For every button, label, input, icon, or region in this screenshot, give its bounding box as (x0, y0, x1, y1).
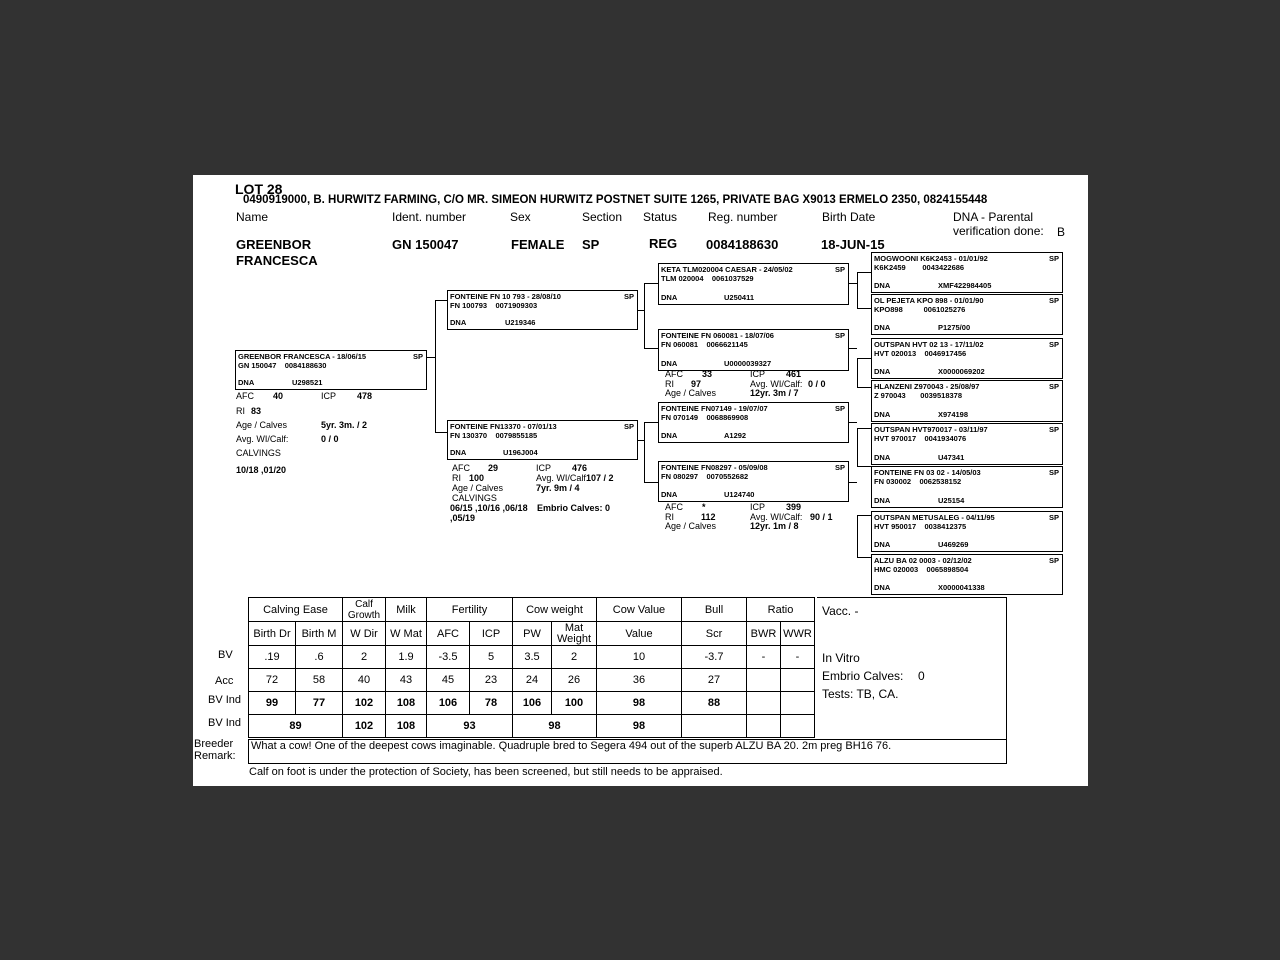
animal-ident: GN 150047 (392, 237, 459, 252)
section-tag: SP (412, 352, 423, 361)
bv-cell: 2 (552, 646, 597, 669)
header-name: Name (236, 210, 269, 224)
remark-text: What a cow! One of the deepest cows imaginable. Quadruple bred to Segera 494 out of the superb ALZU BA 20. 2m preg BH16 76. (251, 740, 892, 752)
stat-value: 90 / 1 (810, 512, 833, 522)
ind-cell: 98 (597, 692, 682, 715)
stat-value: 97 (691, 379, 702, 389)
dna-value: U196J004 (503, 448, 538, 457)
pedigree-great-grandparent-3 (871, 338, 1063, 379)
stat-label: RI (665, 512, 674, 522)
connector (427, 357, 435, 358)
group-calving-ease: Calving Ease (249, 598, 343, 622)
header-status: Status (643, 210, 678, 224)
bv-cell: 10 (597, 646, 682, 669)
remark-label-2: Remark: (194, 750, 236, 762)
pedigree-great-grandparent-2 (871, 294, 1063, 335)
bv-cell: - (747, 646, 781, 669)
stat-value: 40 (273, 391, 284, 401)
dna-value: P1275/00 (938, 323, 971, 332)
remark-label-1: Breeder (194, 738, 234, 750)
dna-label: DNA (874, 367, 891, 376)
stat-label: Age / Calves (236, 420, 288, 430)
pedigree-sire-sire (658, 263, 849, 305)
sub-w-mat: W Mat (386, 622, 427, 646)
breeding-values-table (248, 597, 815, 738)
section-tag: SP (1048, 468, 1059, 477)
acc-cell: 26 (552, 669, 597, 692)
sub-wwr: WWR (781, 622, 815, 646)
group-ratio: Ratio (747, 598, 815, 622)
stat-value: 478 (357, 391, 373, 401)
side-info-box (817, 597, 1007, 739)
bv-cell: .19 (249, 646, 296, 669)
ind2-cell: 93 (427, 715, 513, 738)
header-dna-1: DNA - Parental (953, 210, 1034, 224)
section-tag: SP (834, 404, 845, 413)
pedigree-id: FN 030002 0062538152 (874, 477, 962, 486)
in-vitro-text: In Vitro (822, 651, 860, 665)
connector (857, 428, 871, 429)
section-tag: SP (1048, 513, 1059, 522)
stat-label: CALVINGS (236, 448, 281, 458)
acc-cell: 40 (343, 669, 386, 692)
remark-box (248, 739, 1007, 764)
connector (849, 283, 857, 284)
bv-cell: 3.5 (513, 646, 552, 669)
dna-label: DNA (874, 323, 891, 332)
pedigree-name: OUTSPAN HVT970017 - 03/11/97 (874, 425, 988, 434)
pedigree-id: FN 130370 0079855185 (450, 431, 538, 440)
row-label-bv-ind-2: BV Ind (208, 717, 242, 729)
connector (857, 272, 871, 273)
pedigree-great-grandparent-1 (871, 252, 1063, 293)
acc-cell: 23 (470, 669, 513, 692)
stat-label: ICP (750, 369, 766, 379)
vacc-text: Vacc. - (822, 604, 859, 618)
header-dna-value: B (1057, 225, 1066, 239)
animal-birth: 18-JUN-15 (821, 237, 885, 252)
stat-value: Embrio Calves: 0 (537, 503, 611, 513)
pedigree-dam-sire (658, 402, 849, 443)
dna-value: A1292 (724, 431, 747, 440)
sub-w-dir: W Dir (343, 622, 386, 646)
acc-cell: 27 (682, 669, 747, 692)
stat-label: Avg. WI/Calf: (750, 379, 803, 389)
connector (857, 358, 871, 359)
ind-cell: 102 (343, 692, 386, 715)
header-ident: Ident. number (392, 210, 467, 224)
ind2-cell (747, 715, 781, 738)
pedigree-id: FN 100793 0071909303 (450, 301, 538, 310)
stat-value: 06/15 ,10/16 ,06/18 (450, 503, 528, 513)
ind2-cell: 98 (513, 715, 597, 738)
pedigree-id: Z 970043 0039518378 (874, 391, 963, 400)
ind-cell: 106 (427, 692, 470, 715)
stat-label: Avg. WI/Calf: (236, 434, 289, 444)
sub-birth-dr: Birth Dr (249, 622, 296, 646)
group-cow-value: Cow Value (597, 598, 682, 622)
group-bull: Bull (682, 598, 747, 622)
stat-label: RI (665, 379, 674, 389)
animal-status: REG (649, 236, 678, 251)
pedigree-sire-dam (658, 329, 849, 371)
stat-value: 12yr. 3m / 7 (750, 388, 799, 398)
connector (849, 348, 857, 349)
stat-label: Avg. WI/Calf (536, 473, 586, 483)
ind-cell: 108 (386, 692, 427, 715)
sub-value: Value (597, 622, 682, 646)
acc-cell (781, 669, 815, 692)
pedigree-name: FONTEINE FN07149 - 19/07/07 (661, 404, 768, 413)
acc-cell: 43 (386, 669, 427, 692)
acc-cell (747, 669, 781, 692)
dna-value: U250411 (724, 293, 755, 302)
pedigree-self (235, 350, 427, 390)
stat-label: ICP (750, 502, 766, 512)
acc-cell: 36 (597, 669, 682, 692)
header-reg: Reg. number (708, 210, 778, 224)
bv-cell: - (781, 646, 815, 669)
pedigree-sire (447, 290, 638, 330)
sub-scr: Scr (682, 622, 747, 646)
section-tag: SP (1048, 340, 1059, 349)
stat-value: 33 (702, 369, 713, 379)
connector (644, 283, 658, 284)
dna-label: DNA (450, 448, 467, 457)
acc-cell: 58 (296, 669, 343, 692)
connector (644, 283, 645, 348)
pedigree-name: FONTEINE FN 10 793 - 28/08/10 (450, 292, 561, 301)
stat-value: 83 (251, 406, 262, 416)
pedigree-great-grandparent-5 (871, 423, 1063, 465)
dna-label: DNA (874, 540, 891, 549)
lot-sheet (193, 175, 1088, 786)
dna-label: DNA (661, 293, 678, 302)
sub-icp: ICP (470, 622, 513, 646)
animal-reg: 0084188630 (706, 237, 779, 252)
stat-value: 12yr. 1m / 8 (750, 521, 799, 531)
pedigree-name: OUTSPAN METUSALEG - 04/11/95 (874, 513, 995, 522)
connector (435, 300, 436, 432)
pedigree-id: TLM 020004 0061037529 (661, 274, 754, 283)
tests-text: Tests: TB, CA. (822, 687, 899, 701)
pedigree-name: FONTEINE FN13370 - 07/01/13 (450, 422, 557, 431)
row-label-bv: BV (218, 649, 233, 661)
dna-value: X0000069202 (938, 367, 985, 376)
pedigree-id: K6K2459 0043422686 (874, 263, 965, 272)
bv-cell: -3.5 (427, 646, 470, 669)
stat-value: 10/18 ,01/20 (236, 465, 287, 475)
pedigree-id: HVT 950017 0038412375 (874, 522, 967, 531)
connector (849, 482, 857, 483)
ind2-cell (781, 715, 815, 738)
connector (857, 387, 871, 388)
ind-cell: 106 (513, 692, 552, 715)
bv-cell: .6 (296, 646, 343, 669)
stat-label: Age / Calves (452, 483, 504, 493)
stat-value: 100 (469, 473, 485, 483)
pedigree-name: MOGWOONI K6K2453 - 01/01/92 (874, 254, 988, 263)
ind2-cell (682, 715, 747, 738)
animal-name-2: FRANCESCA (236, 253, 318, 268)
connector (644, 422, 645, 482)
connector (857, 466, 871, 467)
footer-note: Calf on foot is under the protection of Society, has been screened, but still needs to be appraised. (249, 766, 723, 778)
dna-label: DNA (874, 583, 891, 592)
pedigree-great-grandparent-8 (871, 554, 1063, 595)
sub-bwr: BWR (747, 622, 781, 646)
acc-cell: 24 (513, 669, 552, 692)
stat-label: AFC (665, 502, 683, 512)
stat-value: 29 (488, 463, 499, 473)
section-tag: SP (623, 422, 634, 431)
pedigree-id: KPO898 0061025276 (874, 305, 966, 314)
dna-value: U124740 (724, 490, 755, 499)
connector (857, 308, 871, 309)
dna-label: DNA (874, 281, 891, 290)
sub-pw: PW (513, 622, 552, 646)
ind-cell: 77 (296, 692, 343, 715)
pedigree-id: HMC 020003 0065898504 (874, 565, 969, 574)
ind-cell (781, 692, 815, 715)
pedigree-dam (447, 420, 638, 460)
stat-value: 7yr. 9m / 4 (536, 483, 580, 493)
connector (644, 482, 658, 483)
dna-value: U219346 (505, 318, 536, 327)
pedigree-name: KETA TLM020004 CAESAR - 24/05/02 (661, 265, 793, 274)
ind-cell: 78 (470, 692, 513, 715)
embrio-calves-label: Embrio Calves: (822, 669, 904, 683)
bv-cell: -3.7 (682, 646, 747, 669)
sub-birth-m: Birth M (296, 622, 343, 646)
row-label-bv-ind: BV Ind (208, 694, 242, 706)
stat-label: AFC (452, 463, 470, 473)
dna-label: DNA (661, 359, 678, 368)
embrio-calves-value: 0 (918, 669, 925, 683)
sub-mat-weight: Mat Weight (552, 622, 597, 646)
stat-label: ICP (536, 463, 552, 473)
stat-label: ICP (321, 391, 337, 401)
stat-label: AFC (665, 369, 683, 379)
pedigree-great-grandparent-4 (871, 380, 1063, 422)
connector (857, 515, 858, 557)
pedigree-name: ALZU BA 02 0003 - 02/12/02 (874, 556, 972, 565)
dna-value: X974198 (938, 410, 969, 419)
dna-label: DNA (661, 431, 678, 440)
animal-section: SP (582, 237, 600, 252)
connector (857, 272, 858, 308)
dna-label: DNA (874, 410, 891, 419)
dna-value: U25154 (938, 496, 965, 505)
stat-label: CALVINGS (452, 493, 497, 503)
group-fertility: Fertility (427, 598, 513, 622)
lot-title: LOT 28 (235, 181, 283, 197)
section-tag: SP (623, 292, 634, 301)
bv-cell: 1.9 (386, 646, 427, 669)
pedigree-name: GREENBOR FRANCESCA - 18/06/15 (238, 352, 367, 361)
header-sex: Sex (510, 210, 531, 224)
pedigree-name: OUTSPAN HVT 02 13 - 17/11/02 (874, 340, 984, 349)
pedigree-dam-dam (658, 461, 849, 502)
pedigree-id: FN 070149 0068869908 (661, 413, 749, 422)
pedigree-name: FONTEINE FN 060081 - 18/07/06 (661, 331, 774, 340)
animal-sex: FEMALE (511, 237, 565, 252)
animal-name-1: GREENBOR (236, 237, 312, 252)
pedigree-great-grandparent-6 (871, 466, 1063, 508)
section-tag: SP (1048, 254, 1059, 263)
stat-value: 0 / 0 (808, 379, 826, 389)
group-milk: Milk (386, 598, 427, 622)
stat-label: RI (452, 473, 461, 483)
dna-value: U47341 (938, 453, 965, 462)
breeder-line: 0490919000, B. HURWITZ FARMING, C/O MR. SIMEON HURWITZ POSTNET SUITE 1265, PRIVATE BAG X9013 ERMELO 2350, 0824155448 (243, 194, 988, 206)
connector (849, 422, 857, 423)
stat-label: RI (236, 406, 245, 416)
section-tag: SP (1048, 296, 1059, 305)
stat-value: 107 / 2 (586, 473, 614, 483)
stat-value: * (702, 502, 706, 512)
pedigree-id: FN 060081 0066621145 (661, 340, 748, 349)
pedigree-id: HVT 970017 0041934076 (874, 434, 967, 443)
connector (644, 422, 658, 423)
stat-value: 461 (786, 369, 802, 379)
section-tag: SP (834, 463, 845, 472)
dna-value: U0000039327 (724, 359, 772, 368)
group-cow-weight: Cow weight (513, 598, 597, 622)
ind-cell (747, 692, 781, 715)
connector (857, 515, 871, 516)
stat-label: Age / Calves (665, 388, 717, 398)
stat-value: 476 (572, 463, 588, 473)
dna-value: XMF422984405 (938, 281, 992, 290)
connector (435, 432, 447, 433)
pedigree-id: HVT 020013 0046917456 (874, 349, 967, 358)
dna-label: DNA (238, 378, 255, 387)
header-section: Section (582, 210, 623, 224)
dna-value: X0000041338 (938, 583, 985, 592)
pedigree-name: OL PEJETA KPO 898 - 01/01/90 (874, 296, 984, 305)
ind2-cell: 89 (249, 715, 343, 738)
stat-value: 0 / 0 (321, 434, 339, 444)
acc-cell: 45 (427, 669, 470, 692)
ind-cell: 99 (249, 692, 296, 715)
stat-label: Age / Calves (665, 521, 717, 531)
section-tag: SP (834, 265, 845, 274)
stat-value: 112 (701, 512, 716, 522)
ind2-cell: 108 (386, 715, 427, 738)
section-tag: SP (1048, 382, 1059, 391)
bv-cell: 5 (470, 646, 513, 669)
connector (644, 348, 658, 349)
ind2-cell: 102 (343, 715, 386, 738)
stat-value: ,05/19 (450, 513, 476, 523)
dna-label: DNA (874, 496, 891, 505)
stat-label: AFC (236, 391, 254, 401)
dna-value: U298521 (292, 378, 323, 387)
pedigree-id: GN 150047 0084188630 (238, 361, 327, 370)
acc-cell: 72 (249, 669, 296, 692)
stat-value: 399 (786, 502, 802, 512)
stat-value: 5yr. 3m. / 2 (321, 420, 368, 430)
row-label-acc: Acc (215, 675, 234, 687)
dna-label: DNA (874, 453, 891, 462)
sub-afc: AFC (427, 622, 470, 646)
connector (857, 358, 858, 387)
ind-cell: 88 (682, 692, 747, 715)
section-tag: SP (834, 331, 845, 340)
connector (857, 428, 858, 466)
header-birth: Birth Date (822, 210, 876, 224)
dna-label: DNA (450, 318, 467, 327)
pedigree-great-grandparent-7 (871, 511, 1063, 552)
connector (857, 557, 871, 558)
dna-label: DNA (661, 490, 678, 499)
pedigree-id: FN 080297 0070552682 (661, 472, 749, 481)
header-dna-2: verification done: (953, 224, 1044, 238)
pedigree-name: FONTEINE FN08297 - 05/09/08 (661, 463, 768, 472)
ind2-cell: 98 (597, 715, 682, 738)
dna-value: U469269 (938, 540, 969, 549)
group-calf-growth: Calf Growth (343, 598, 386, 622)
section-tag: SP (1048, 425, 1059, 434)
bv-cell: 2 (343, 646, 386, 669)
pedigree-name: FONTEINE FN 03 02 - 14/05/03 (874, 468, 981, 477)
section-tag: SP (1048, 556, 1059, 565)
stat-label: Avg. WI/Calf: (750, 512, 803, 522)
connector (435, 300, 447, 301)
ind-cell: 100 (552, 692, 597, 715)
pedigree-name: HLANZENI Z970043 - 25/08/97 (874, 382, 980, 391)
